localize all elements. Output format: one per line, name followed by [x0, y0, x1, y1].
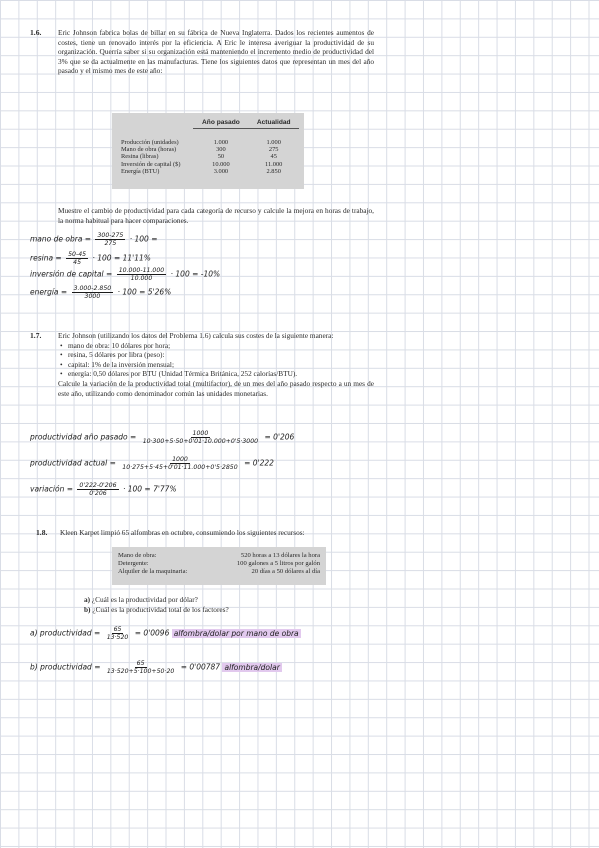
resources-list: [118, 552, 320, 576]
table-header-past: Año pasado: [193, 119, 248, 129]
problem-1-7-intro: 1.7. Eric Johnson (utilizando los datos del Problema 1.6) calcula sus costes de la siguiente manera:: [30, 331, 334, 340]
question-b: b) ¿Cuál es la productividad total de los factores?: [84, 604, 229, 614]
handwritten-answer: b) productividad = $\frac{65}{13\cdot 520+5\cdot 100+50\cdot 20}$ = 0'00787 alfombra/dolar: [30, 660, 280, 675]
handwritten-answer: productividad actual = $\frac{1000}{10\cdot 275+5\cdot 45+0'01\cdot 11.000+0'5\cdot 2850}$ = 0'222: [30, 456, 274, 471]
handwritten-answer: a) productividad = $\frac{65}{13\cdot 520}$ = 0'0096 alfombra/dolar por mano de obra: [30, 626, 299, 641]
productivity-table: [121, 119, 299, 175]
problem-number: 1.8.: [36, 528, 48, 537]
list-item: • resina, 5 dólares por libra (peso):: [68, 350, 374, 360]
fraction: $\frac{10.000-11.000}{10.000}$: [118, 267, 165, 282]
fraction: $\frac{3.000-2.850}{3000}$: [73, 285, 112, 300]
table-header-now: Actualidad: [248, 119, 299, 129]
fraction: $\frac{50-45}{45}$: [68, 251, 87, 266]
highlighted-unit: alfombra/dolar: [224, 662, 280, 672]
problem-1-7-instruction: Calcule la variación de la productividad total (multifactor), de un mes del año pasado respecto a un mes de este año, utilizando como denominador común las unidades monetarias.: [58, 378, 374, 398]
list-item: • mano de obra: 10 dólares por hora;: [68, 341, 374, 351]
problem-1-6: [30, 28, 374, 76]
handwritten-answer: resina = $\frac{50-45}{45}$ · 100 = 11'11%: [30, 251, 151, 266]
problem-1-8-intro: 1.8. Kleen Karpet limpió 65 alfombras en octubre, consumiendo los siguientes recursos:: [36, 528, 305, 537]
list-item: Alquiler de la maquinaria: 20 días a 50 dólares al día: [118, 568, 320, 575]
problem-number: 1.7.: [30, 331, 42, 340]
problem-1-6-instruction: Muestre el cambio de productividad para cada categoría de recurso y calcule la mejora en horas de trabajo, la norma habitual para hacer comparaciones.: [58, 206, 374, 225]
handwritten-answer: inversión de capital = $\frac{10.000-11.000}{10.000}$ · 100 = -10%: [30, 267, 221, 282]
fraction: $\frac{300-275}{275}$: [97, 232, 124, 247]
table-header-blank: [121, 119, 193, 129]
problem-1-6-intro: 1.6. Eric Johnson fabrica bolas de billar en su fábrica de Nueva Inglaterra. Dados los recientes aumentos de costes, tiene un renovado interés por la eficiencia. A Eric le interesa averiguar la productividad de su organización. Querría saber si su organización está manteniendo el incremento medio de productividad del 3% que se da actualmente en las manufacturas. Tiene los siguientes datos que representan un mes del año pasado y el mismo mes de este año:: [30, 28, 374, 76]
list-item: Detergente: 100 galones a 5 litros por galón: [118, 560, 320, 567]
fraction: $\frac{65}{13\cdot 520}$: [106, 626, 129, 641]
fraction: $\frac{65}{13\cdot 520+5\cdot 100+50\cdot 20}$: [106, 660, 175, 675]
list-item: Mano de obra: 520 horas a 13 dólares la hora: [118, 552, 320, 559]
handwritten-answer: mano de obra = $\frac{300-275}{275}$ · 100 =: [30, 232, 158, 247]
resources-box: [112, 547, 326, 585]
data-table-box: [112, 113, 304, 189]
table-row: Mano de obra (horas) 300 275: [121, 146, 279, 154]
handwritten-answer: energía = $\frac{3.000-2.850}{3000}$ · 100 = 5'26%: [30, 285, 172, 300]
table-row: Energía (BTU) 3.000 2.850: [121, 167, 281, 175]
table-row: [121, 129, 299, 139]
handwritten-answer: variación = $\frac{0'222-0'206}{0'206}$ · 100 = 7'77%: [30, 482, 177, 497]
fraction: $\frac{1000}{10\cdot 300+5\cdot 50+0'01\cdot 10.000+0'5\cdot 3000}$: [142, 430, 259, 445]
handwritten-answer: productividad año pasado = $\frac{1000}{10\cdot 300+5\cdot 50+0'01\cdot 10.000+0'5\cdot 3000}$ = 0'206: [30, 430, 295, 445]
highlighted-unit: alfombra/dolar por mano de obra: [173, 628, 299, 638]
cost-list: [58, 341, 374, 379]
problem-number: 1.6.: [30, 28, 42, 37]
questions: [84, 595, 344, 614]
fraction: $\frac{1000}{10\cdot 275+5\cdot 45+0'01\cdot 11.000+0'5\cdot 2850}$: [122, 456, 238, 471]
list-item: • capital: 1% de la inversión mensual;: [68, 360, 374, 370]
list-item: • energía: 0,50 dólares por BTU (Unidad Térmica Británica, 252 calorías/BTU).: [68, 369, 374, 379]
table-row: Inversión de capital ($) 10.000 11.000: [121, 160, 283, 168]
table-row: Resina (libras) 50 45: [121, 153, 277, 161]
table-row: Producción (unidades) 1.000 1.000: [121, 138, 281, 146]
fraction: $\frac{0'222-0'206}{0'206}$: [79, 482, 117, 497]
question-a: a) ¿Cuál es la productividad por dólar?: [84, 595, 198, 604]
problem-1-7: [30, 331, 374, 398]
